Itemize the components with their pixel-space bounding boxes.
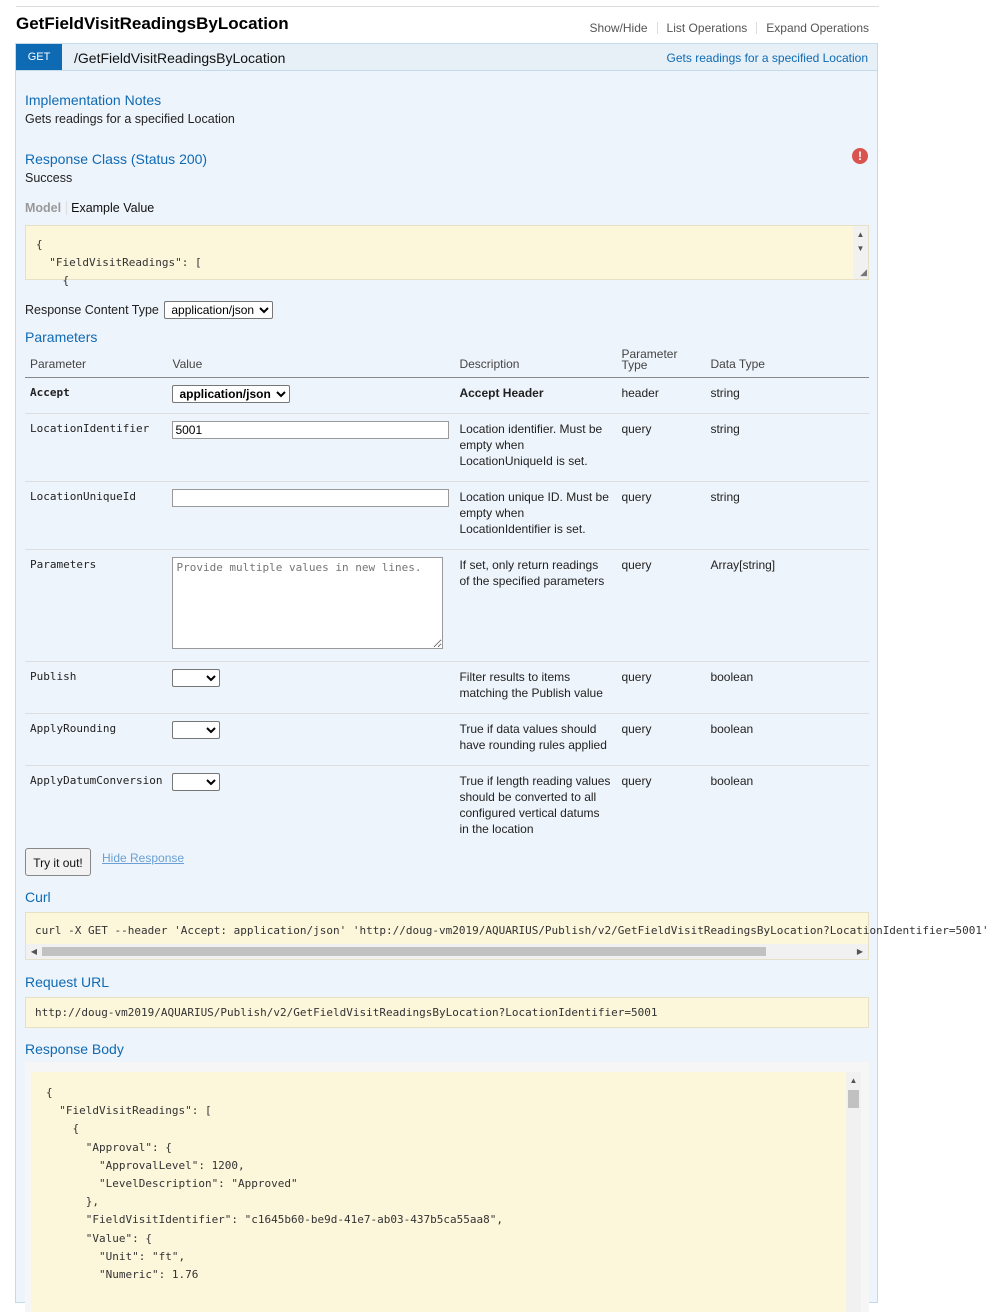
response-line: },	[46, 1195, 99, 1209]
operation-path[interactable]: /GetFieldVisitReadingsByLocation	[74, 50, 286, 66]
example-line: "FieldVisitReadings": [	[36, 256, 202, 269]
example-scrollbar[interactable]	[853, 226, 868, 279]
content-type-select[interactable]	[164, 301, 273, 319]
response-line: "Value": {	[46, 1231, 152, 1245]
param-name: ApplyRounding	[25, 714, 167, 766]
hide-response-link[interactable]: Hide Response	[102, 851, 185, 865]
param-name: Parameters	[25, 550, 167, 662]
param-data-type: boolean	[710, 774, 754, 788]
curl-heading: Curl	[25, 889, 51, 905]
param-data-type: string	[705, 414, 869, 482]
param-name: ApplyDatumConversion	[30, 774, 163, 787]
try-it-out-button[interactable]: Try it out!	[25, 848, 91, 876]
param-row-accept	[25, 378, 869, 414]
publish-select[interactable]	[172, 669, 220, 687]
param-name: LocationUniqueId	[25, 482, 167, 550]
response-line: "Numeric": 1.76	[46, 1268, 199, 1282]
param-description: True if data values should have rounding rules applied	[454, 714, 616, 766]
expand-operations-link[interactable]: Expand Operations	[766, 21, 869, 35]
param-description: Accept Header	[454, 378, 616, 414]
param-name: LocationIdentifier	[25, 414, 167, 482]
resource-title[interactable]: GetFieldVisitReadingsByLocation	[16, 14, 289, 33]
param-type: query	[616, 714, 705, 766]
param-value-cell	[167, 714, 454, 766]
param-value-cell	[167, 550, 454, 662]
param-type: query	[616, 662, 705, 714]
parameters-header-row	[25, 349, 869, 378]
example-value-box[interactable]	[25, 225, 869, 287]
response-line: "Approval": {	[46, 1140, 172, 1154]
param-row-apply-rounding	[25, 714, 869, 766]
param-type: header	[616, 378, 705, 414]
scroll-down-arrow-icon[interactable]: ▼	[856, 244, 865, 253]
response-line: "Unit": "ft",	[46, 1249, 186, 1263]
tab-model[interactable]: Model	[25, 201, 67, 215]
param-description: If set, only return readings of the specified parameters	[454, 550, 616, 662]
param-value-cell	[167, 662, 454, 714]
scroll-up-arrow-icon[interactable]: ▲	[849, 1076, 858, 1085]
col-description: Description	[454, 349, 616, 378]
model-tabs	[25, 201, 154, 215]
parameters-heading: Parameters	[25, 329, 98, 345]
location-unique-id-input[interactable]	[172, 489, 449, 507]
response-body-frame	[25, 1062, 869, 1312]
param-type: query	[616, 414, 705, 482]
http-method-badge[interactable]: GET	[16, 44, 62, 70]
param-value-cell	[167, 482, 454, 550]
param-row-apply-datum-conversion	[25, 766, 869, 846]
tab-example-value[interactable]: Example Value	[71, 201, 155, 215]
param-type: query	[621, 774, 652, 788]
operation-summary[interactable]: Gets readings for a specified Location	[666, 51, 868, 65]
parameters-textarea[interactable]	[172, 557, 443, 649]
param-data-type: Array[string]	[705, 550, 869, 662]
response-line: "ApprovalLevel": 1200,	[46, 1158, 245, 1172]
curl-scrollbar[interactable]	[26, 944, 868, 959]
scrollbar-thumb[interactable]	[42, 947, 766, 956]
response-line: "LevelDescription": "Approved"	[46, 1177, 298, 1191]
show-hide-link[interactable]: Show/Hide	[581, 22, 658, 34]
curl-command: curl -X GET --header 'Accept: application/json' 'http://doug-vm2019/AQUARIUS/Publish/v2/GetFieldVisitReadingsByLocation?LocationIdentifier=5001'	[35, 924, 989, 937]
param-type: query	[616, 550, 705, 662]
scroll-up-arrow-icon[interactable]: ▲	[856, 230, 865, 239]
operation-header[interactable]	[16, 44, 877, 71]
request-url-box[interactable]	[25, 997, 869, 1028]
response-line: "FieldVisitReadings": [	[46, 1104, 212, 1118]
implementation-notes-text: Gets readings for a specified Location	[25, 112, 235, 126]
response-body-heading: Response Body	[25, 1041, 124, 1057]
resize-handle-icon[interactable]: ◢	[860, 267, 867, 277]
param-data-type: boolean	[705, 662, 869, 714]
response-scrollbar[interactable]	[846, 1072, 861, 1312]
example-line: {	[36, 274, 70, 287]
request-url-text: http://doug-vm2019/AQUARIUS/Publish/v2/GetFieldVisitReadingsByLocation?LocationIdentifier=5001	[35, 1006, 658, 1019]
param-data-type: boolean	[705, 714, 869, 766]
request-url-heading: Request URL	[25, 974, 110, 990]
col-data-type: Data Type	[705, 349, 869, 378]
col-parameter: Parameter	[25, 349, 167, 378]
example-line: {	[36, 238, 43, 251]
param-row-location-identifier	[25, 414, 869, 482]
operation-panel	[15, 43, 989, 1303]
scroll-right-arrow-icon[interactable]: ▶	[856, 947, 864, 956]
param-description: Location unique ID. Must be empty when LocationIdentifier is set.	[454, 482, 616, 550]
parameters-table	[25, 349, 869, 845]
param-value-cell	[167, 378, 454, 414]
implementation-notes-heading: Implementation Notes	[25, 92, 162, 108]
response-body-box[interactable]	[31, 1072, 861, 1312]
content-type-row	[25, 301, 273, 319]
location-identifier-input[interactable]	[172, 421, 449, 439]
curl-box[interactable]	[25, 912, 989, 960]
scroll-left-arrow-icon[interactable]: ◀	[30, 947, 38, 956]
apply-datum-conversion-select[interactable]	[172, 773, 220, 791]
apply-rounding-select[interactable]	[172, 721, 220, 739]
param-name: Accept	[25, 378, 167, 414]
resource-nav	[581, 22, 869, 34]
response-line: {	[46, 1122, 80, 1136]
col-value: Value	[167, 349, 454, 378]
response-line: {	[46, 1086, 53, 1099]
col-parameter-type: Parameter Type	[616, 349, 705, 378]
response-line: "FieldVisitIdentifier": "c1645b60-be9d-41e7-ab03-437b5ca55aa8",	[46, 1213, 503, 1227]
param-description: True if length reading values should be converted to all configured vertical datums in the location	[459, 774, 611, 836]
param-description: Filter results to items matching the Publish value	[454, 662, 616, 714]
scrollbar-thumb[interactable]	[848, 1090, 859, 1108]
param-data-type: string	[705, 482, 869, 550]
param-description: Location identifier. Must be empty when LocationUniqueId is set.	[454, 414, 616, 482]
content-type-label: Response Content Type	[25, 303, 159, 317]
list-operations-link[interactable]: List Operations	[658, 22, 758, 34]
accept-select[interactable]	[172, 385, 290, 403]
param-value-cell	[167, 414, 454, 482]
param-data-type: string	[705, 378, 869, 414]
error-icon[interactable]: !	[852, 148, 868, 164]
param-row-publish	[25, 662, 869, 714]
param-row-parameters	[25, 550, 869, 662]
param-name: Publish	[25, 662, 167, 714]
param-type: query	[616, 482, 705, 550]
param-row-location-unique-id	[25, 482, 869, 550]
response-status: Success	[25, 171, 73, 185]
top-divider	[16, 6, 879, 7]
response-class-heading: Response Class (Status 200)	[25, 151, 208, 167]
param-value-cell	[167, 766, 454, 846]
